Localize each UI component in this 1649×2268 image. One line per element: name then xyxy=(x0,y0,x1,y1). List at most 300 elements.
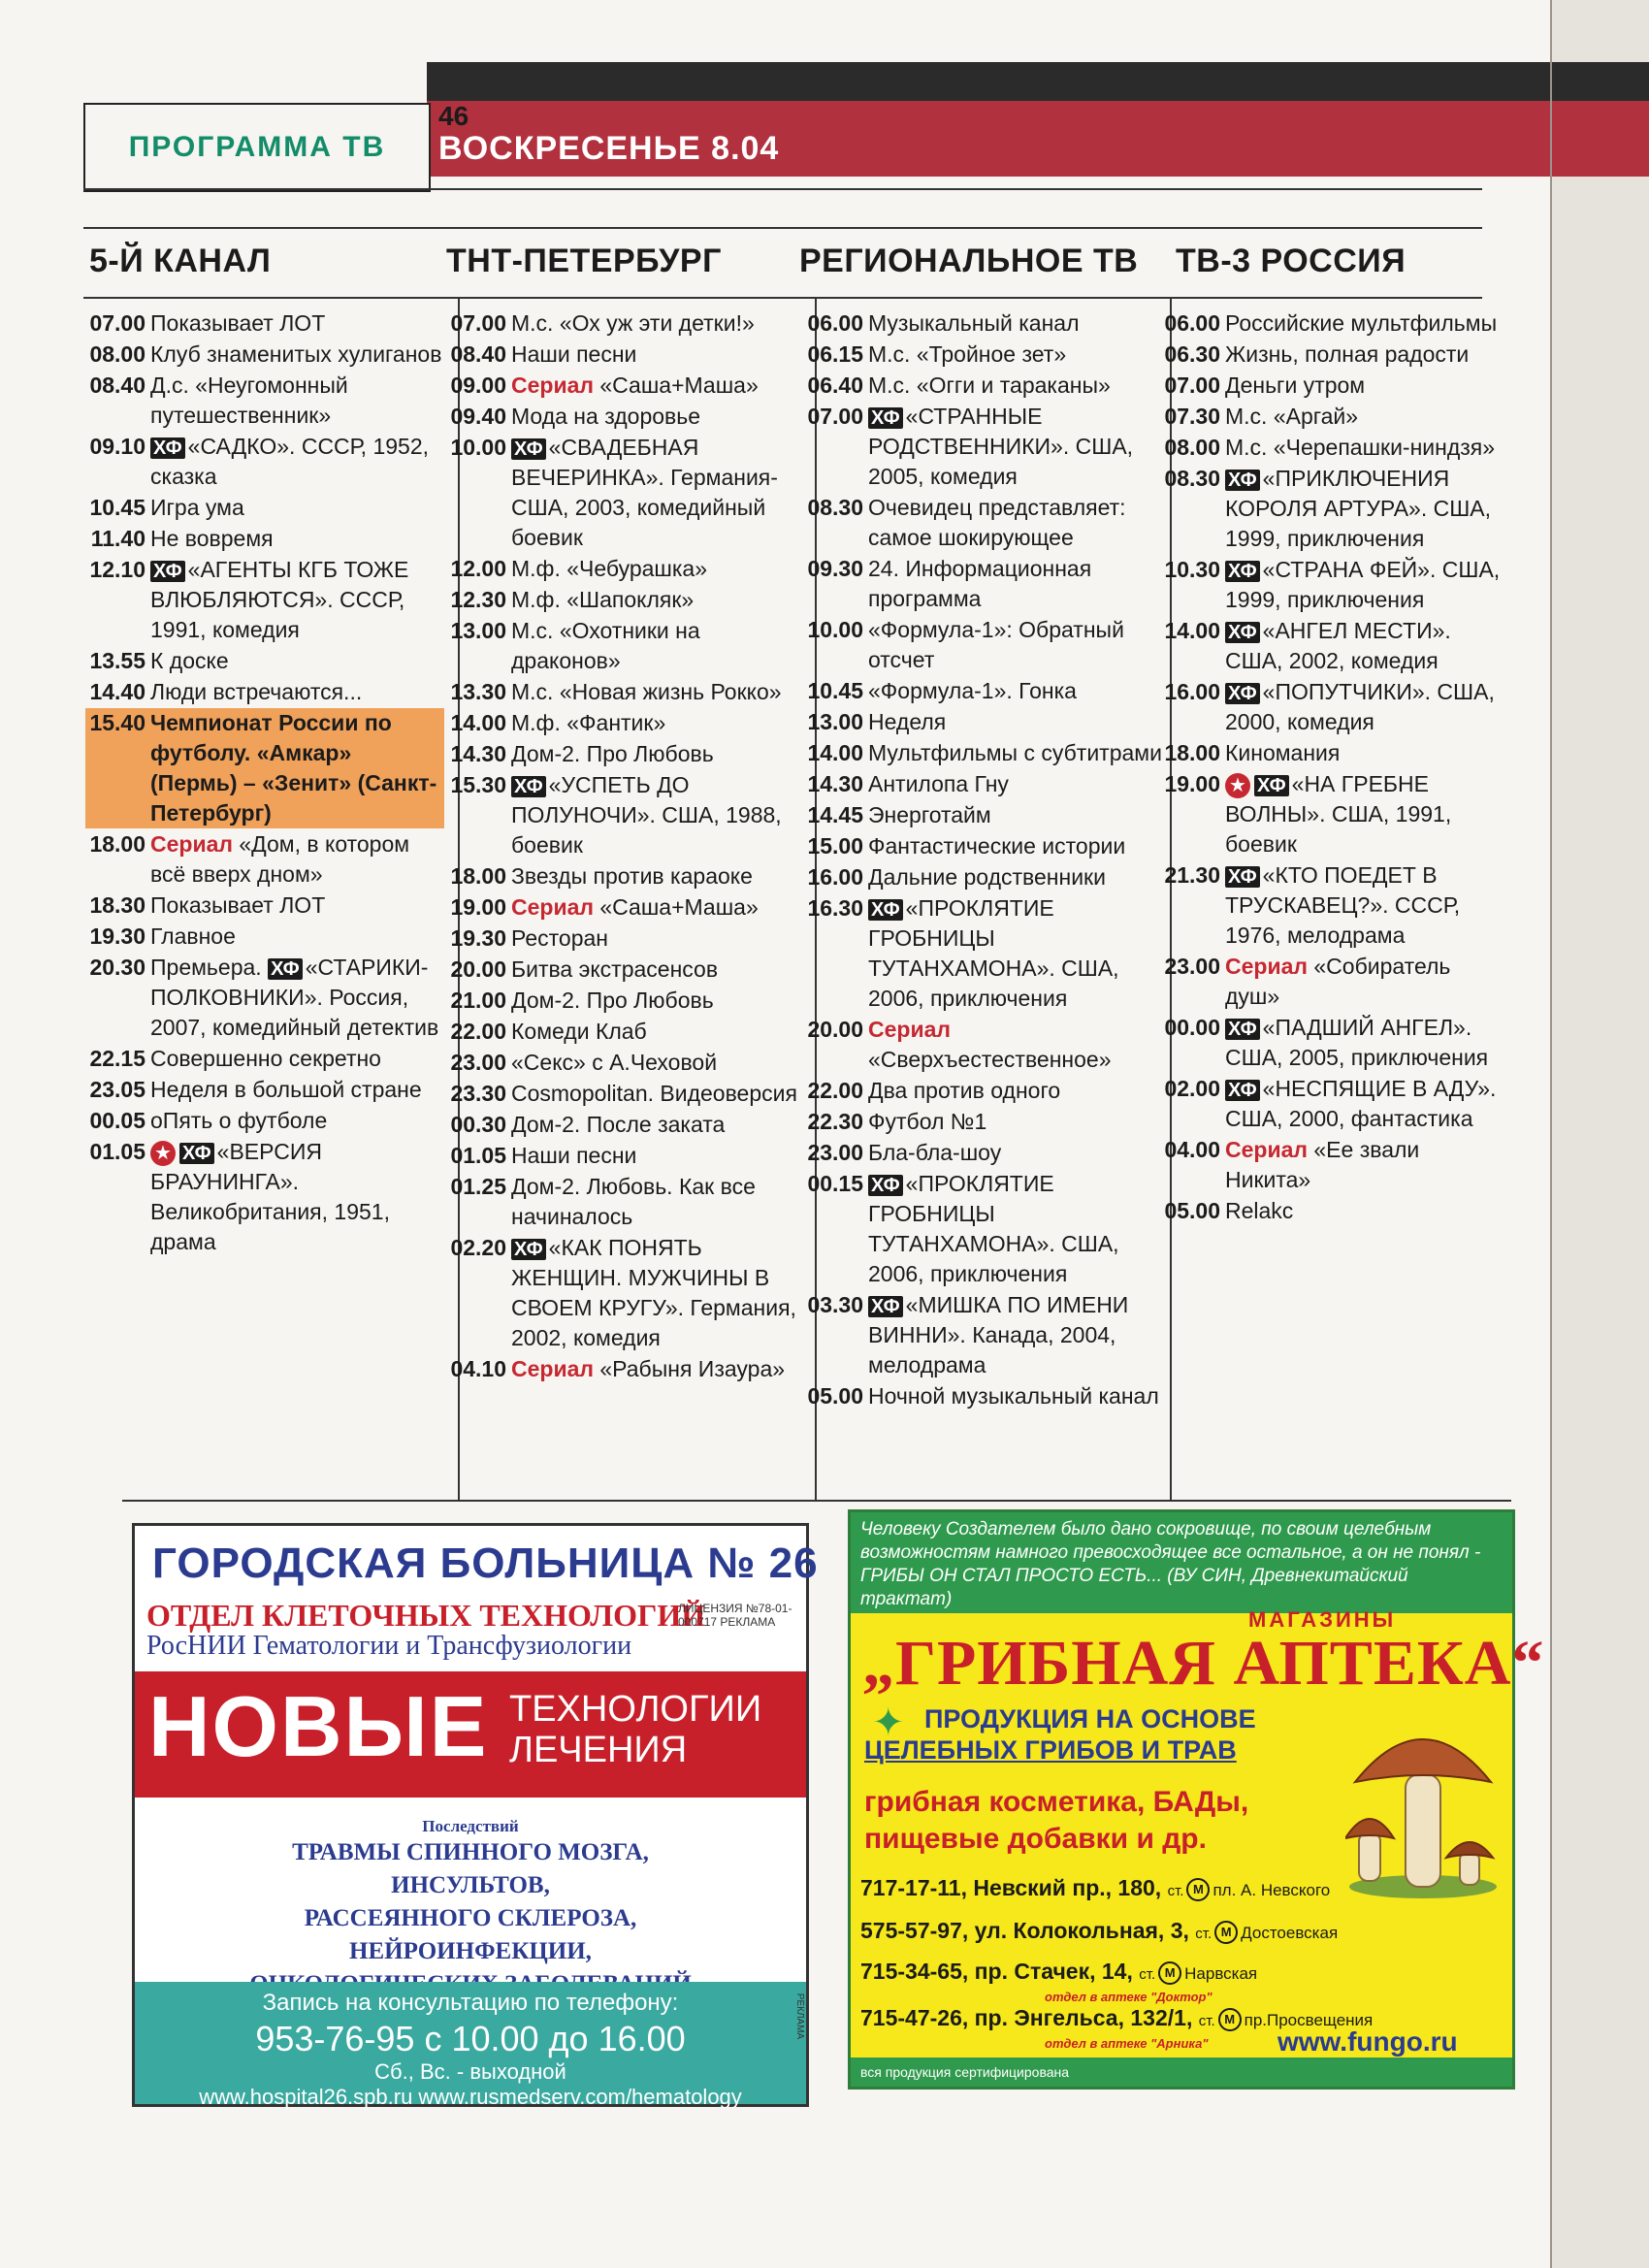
program-title xyxy=(511,1354,807,1384)
program-time: 13.00 xyxy=(807,709,863,734)
program-text: Главное xyxy=(150,923,236,949)
program-time: 23.00 xyxy=(1164,954,1220,979)
program-title xyxy=(868,707,1164,737)
film-badge: ХФ xyxy=(868,899,903,921)
schedule-bottom-rule xyxy=(122,1500,1511,1502)
program-text: «СТРАННЫЕ РОДСТВЕННИКИ». США, 2005, комедия xyxy=(868,404,1134,489)
program-time: 10.00 xyxy=(450,435,506,460)
program-row xyxy=(85,922,444,952)
program-text: К доске xyxy=(150,648,229,673)
program-time: 12.10 xyxy=(89,557,146,582)
program-row xyxy=(442,585,807,615)
program-row xyxy=(1156,402,1505,432)
hospital-condition: НЕЙРОИНФЕКЦИИ, xyxy=(349,1938,592,1964)
header-dark-band xyxy=(427,62,1550,101)
program-time: 06.30 xyxy=(1164,341,1220,367)
program-text: Ночной музыкальный канал xyxy=(868,1383,1159,1409)
program-title xyxy=(150,308,444,339)
program-row xyxy=(442,739,807,769)
program-text: оПять о футболе xyxy=(150,1108,328,1133)
pharmacy-website: www.fungo.ru xyxy=(1277,2026,1458,2057)
program-row xyxy=(85,677,444,707)
program-time: 20.30 xyxy=(89,955,146,980)
program-text: «МИШКА ПО ИМЕНИ ВИННИ». Канада, 2004, мелодрама xyxy=(868,1292,1129,1377)
program-row xyxy=(799,1138,1164,1168)
program-text: Премьера. xyxy=(150,955,262,980)
hospital-conditions xyxy=(135,1817,806,2001)
program-title xyxy=(1225,371,1505,401)
hospital-websites: www.hospital26.spb.ru www.rusmedserv.com/hematology xyxy=(199,2085,742,2109)
program-time: 08.00 xyxy=(89,341,146,367)
program-row xyxy=(442,892,807,923)
pharmacy-name: „ГРИБНАЯ АПТЕКА“ xyxy=(862,1628,1545,1699)
program-time: 00.15 xyxy=(807,1171,863,1196)
program-text: «ПРОКЛЯТИЕ ГРОБНИЦЫ ТУТАНХАМОНА». США, 2006, приключения xyxy=(868,895,1119,1011)
program-row xyxy=(799,707,1164,737)
program-row xyxy=(799,493,1164,553)
program-text: «Саша+Маша» xyxy=(599,894,759,920)
program-text: «НЕСПЯЩИЕ В АДУ». США, 2000, фантастика xyxy=(1225,1076,1497,1131)
program-time: 16.00 xyxy=(1164,679,1220,704)
program-title xyxy=(1225,738,1505,768)
program-text: Cosmopolitan. Видеоверсия xyxy=(511,1081,797,1106)
program-row xyxy=(442,708,807,738)
program-text: Жизнь, полная радости xyxy=(1225,341,1470,367)
program-row xyxy=(1156,433,1505,463)
shop-metro: пл. А. Невского xyxy=(1212,1881,1331,1899)
program-title xyxy=(868,831,1164,861)
pharmacy-note: отдел в аптеке "Доктор" xyxy=(1045,1990,1212,2004)
program-text: Комеди Клаб xyxy=(511,1019,647,1044)
film-badge: ХФ xyxy=(268,958,303,980)
program-text: «Ее звали Никита» xyxy=(1225,1137,1420,1192)
program-row xyxy=(85,953,444,1043)
program-text: «АНГЕЛ МЕСТИ». США, 2002, комедия xyxy=(1225,618,1451,673)
program-text: «Формула-1»: Обратный отсчет xyxy=(868,617,1124,672)
program-title xyxy=(511,616,807,676)
program-row xyxy=(1156,371,1505,401)
program-title xyxy=(868,1076,1164,1106)
program-title xyxy=(511,892,807,923)
program-title xyxy=(511,739,807,769)
program-text: «КТО ПОЕДЕТ В ТРУСКАВЕЦ?». СССР, 1976, мелодрама xyxy=(1225,862,1461,948)
program-time: 19.30 xyxy=(89,923,146,949)
pharmacy-product-line2: ЦЕЛЕБНЫХ ГРИБОВ И ТРАВ xyxy=(864,1735,1237,1765)
program-text: Неделя в большой стране xyxy=(150,1077,422,1102)
program-title xyxy=(511,955,807,985)
program-row xyxy=(442,861,807,891)
edge-dark-band xyxy=(1552,62,1649,101)
shop-metro: Нарвская xyxy=(1184,1964,1258,1983)
program-text: «СТРАНА ФЕЙ». США, 1999, приключения xyxy=(1225,557,1501,612)
film-badge: ХФ xyxy=(1225,1080,1260,1101)
serial-label: Сериал xyxy=(511,894,600,920)
hospital-consult-label: Запись на консультацию по телефону: xyxy=(262,1990,679,2016)
program-text: Чемпионат России по футболу. «Амкар» (Пермь) – «Зенит» (Санкт-Петербург) xyxy=(150,710,437,826)
program-text: «СВАДЕБНАЯ ВЕЧЕРИНКА». Германия-США, 2003, комедийный боевик xyxy=(511,435,778,550)
program-title xyxy=(150,891,444,921)
program-row xyxy=(85,1106,444,1136)
hospital-tech-line1: ТЕХНОЛОГИИ xyxy=(509,1689,762,1730)
program-row xyxy=(1156,1074,1505,1134)
hospital-consequences-label: Последствий xyxy=(422,1817,519,1835)
program-text: Relakc xyxy=(1225,1198,1294,1223)
program-title xyxy=(150,1137,444,1257)
film-badge: ХФ xyxy=(1225,866,1260,888)
program-time: 22.00 xyxy=(807,1078,863,1103)
program-title xyxy=(868,371,1164,401)
program-row xyxy=(1156,464,1505,554)
metro-icon: М xyxy=(1158,1961,1181,1985)
program-title xyxy=(868,1138,1164,1168)
program-time: 05.00 xyxy=(807,1383,863,1409)
program-text: «Рабыня Изаура» xyxy=(599,1356,786,1381)
program-title xyxy=(150,708,444,828)
program-row xyxy=(442,1110,807,1140)
program-row xyxy=(1156,308,1505,339)
film-badge: ХФ xyxy=(511,776,546,797)
program-text: М.с. «Черепашки-ниндзя» xyxy=(1225,435,1496,460)
program-text: Битва экстрасенсов xyxy=(511,956,719,982)
program-time: 14.30 xyxy=(807,771,863,796)
program-text: Мода на здоровье xyxy=(511,404,701,429)
pharmacy-cosmetics-line1: грибная косметика, БАДы, xyxy=(864,1786,1249,1818)
program-title xyxy=(1225,308,1505,339)
program-title xyxy=(511,371,807,401)
program-time: 13.55 xyxy=(89,648,146,673)
program-text: М.с. «Аргай» xyxy=(1225,404,1359,429)
film-badge: ХФ xyxy=(1225,622,1260,643)
program-title xyxy=(150,1075,444,1105)
program-row xyxy=(799,371,1164,401)
channels-bottom-rule xyxy=(83,297,1482,299)
program-time: 19.00 xyxy=(1164,771,1220,796)
program-row xyxy=(799,738,1164,768)
program-time: 07.00 xyxy=(89,310,146,336)
program-time: 22.00 xyxy=(450,1019,506,1044)
program-time: 23.00 xyxy=(450,1050,506,1075)
section-label-box xyxy=(83,103,431,192)
hospital-license: ЛИЦЕНЗИЯ №78-01-000717 РЕКЛАМА xyxy=(678,1602,792,1629)
program-time: 08.40 xyxy=(89,373,146,398)
program-row xyxy=(1156,738,1505,768)
program-title xyxy=(150,524,444,554)
program-time: 12.00 xyxy=(450,556,506,581)
program-row xyxy=(442,677,807,707)
program-text: Очевидец представляет: самое шокирующее xyxy=(868,495,1126,550)
program-row xyxy=(799,1107,1164,1137)
program-row xyxy=(799,769,1164,799)
program-text: «УСПЕТЬ ДО ПОЛУНОЧИ». США, 1988, боевик xyxy=(511,772,782,858)
program-time: 10.45 xyxy=(807,678,863,703)
program-title xyxy=(1225,769,1505,859)
pharmacy-product-line1: ПРОДУКЦИЯ НА ОСНОВЕ xyxy=(924,1704,1256,1733)
program-row xyxy=(442,340,807,370)
program-title xyxy=(868,769,1164,799)
program-text: Совершенно секретно xyxy=(150,1046,381,1071)
program-title xyxy=(868,800,1164,830)
program-text: Неделя xyxy=(868,709,947,734)
program-row xyxy=(85,708,444,828)
program-title xyxy=(150,922,444,952)
program-text: «АГЕНТЫ КГБ ТОЖЕ ВЛЮБЛЯЮТСЯ». СССР, 1991, комедия xyxy=(150,557,409,642)
serial-label: Сериал xyxy=(1225,1137,1314,1162)
section-label: ПРОГРАММА ТВ xyxy=(128,131,386,163)
program-title xyxy=(868,554,1164,614)
program-row xyxy=(442,616,807,676)
program-text: М.ф. «Чебурашка» xyxy=(511,556,708,581)
program-time: 21.00 xyxy=(450,988,506,1013)
serial-label: Сериал xyxy=(511,1356,600,1381)
program-row xyxy=(85,829,444,890)
film-badge: ХФ xyxy=(1225,470,1260,491)
shop-phone: 715-34-65, xyxy=(860,1959,969,1984)
program-time: 01.25 xyxy=(450,1174,506,1199)
program-text: Мультфильмы с субтитрами xyxy=(868,740,1162,765)
program-title xyxy=(511,1141,807,1171)
page-number: 46 xyxy=(438,101,469,131)
program-row xyxy=(799,308,1164,339)
program-title xyxy=(1225,464,1505,554)
program-row xyxy=(442,1233,807,1353)
pharmacy-shop-row xyxy=(860,1959,1257,1985)
program-text: Не вовремя xyxy=(150,526,274,551)
program-title xyxy=(511,308,807,339)
program-title xyxy=(511,861,807,891)
program-text: Звезды против караоке xyxy=(511,863,753,889)
film-badge: ХФ xyxy=(1225,683,1260,704)
shop-metro: Достоевская xyxy=(1241,1924,1339,1942)
program-text: Энерготайм xyxy=(868,802,991,827)
program-row xyxy=(442,433,807,553)
program-title xyxy=(150,340,444,370)
program-title xyxy=(868,340,1164,370)
pharmacy-note: отдел в аптеке "Арника" xyxy=(1045,2036,1209,2051)
program-title xyxy=(511,677,807,707)
program-row xyxy=(442,1079,807,1109)
day-title: ВОСКРЕСЕНЬЕ 8.04 xyxy=(438,130,780,167)
program-title xyxy=(1225,402,1505,432)
program-row xyxy=(799,831,1164,861)
program-title xyxy=(511,923,807,954)
program-title xyxy=(511,986,807,1016)
program-title xyxy=(868,1290,1164,1380)
program-text: «НА ГРЕБНЕ ВОЛНЫ». США, 1991, боевик xyxy=(1225,771,1452,857)
program-row xyxy=(442,308,807,339)
program-row xyxy=(1156,1013,1505,1073)
program-time: 08.40 xyxy=(450,341,506,367)
program-time: 13.30 xyxy=(450,679,506,704)
program-text: «Сверхъестественное» xyxy=(868,1047,1112,1072)
program-text: Показывает ЛОТ xyxy=(150,892,326,918)
film-badge: ХФ xyxy=(1225,561,1260,582)
program-time: 09.30 xyxy=(807,556,863,581)
hospital-phone: 953-76-95 с 10.00 до 16.00 xyxy=(255,2019,686,2058)
program-time: 23.05 xyxy=(89,1077,146,1102)
program-text: «Формула-1». Гонка xyxy=(868,678,1077,703)
program-row xyxy=(85,555,444,645)
program-row xyxy=(85,1044,444,1074)
star-icon: ★ xyxy=(1225,773,1250,798)
pharmacy-advertisement xyxy=(848,1509,1545,2090)
program-title xyxy=(150,829,444,890)
program-row xyxy=(1156,677,1505,737)
program-title xyxy=(868,1107,1164,1137)
program-title xyxy=(868,1381,1164,1411)
program-text: Дальние родственники xyxy=(868,864,1106,890)
film-badge: ХФ xyxy=(150,437,185,459)
program-row xyxy=(799,1015,1164,1075)
program-row xyxy=(1156,769,1505,859)
program-title xyxy=(868,402,1164,492)
program-text: Ресторан xyxy=(511,925,608,951)
program-title xyxy=(511,1048,807,1078)
program-time: 07.00 xyxy=(450,310,506,336)
program-title xyxy=(868,893,1164,1014)
program-text: М.ф. «Фантик» xyxy=(511,710,666,735)
program-title xyxy=(1225,952,1505,1012)
program-time: 10.45 xyxy=(89,495,146,520)
program-text: Киномания xyxy=(1225,740,1341,765)
program-title xyxy=(868,615,1164,675)
hospital-advertisement xyxy=(132,1523,819,2109)
program-row xyxy=(799,340,1164,370)
film-badge: ХФ xyxy=(868,1175,903,1196)
program-title xyxy=(511,1172,807,1232)
program-title xyxy=(511,585,807,615)
program-row xyxy=(442,371,807,401)
shop-address: пр. Стачек, 14, xyxy=(974,1959,1133,1984)
metro-prefix: ст. xyxy=(1167,1883,1184,1899)
plus-icon: ✦ xyxy=(872,1701,905,1744)
shop-address: Невский пр., 180, xyxy=(973,1875,1162,1900)
program-title xyxy=(150,953,444,1043)
program-text: Люди встречаются... xyxy=(150,679,363,704)
program-text: Фантастические истории xyxy=(868,833,1126,859)
program-time: 05.00 xyxy=(1164,1198,1220,1223)
program-title xyxy=(150,646,444,676)
hospital-condition: РАССЕЯННОГО СКЛЕРОЗА, xyxy=(304,1905,637,1931)
channel-header: ТВ-3 РОССИЯ xyxy=(1176,243,1406,279)
program-text: Игра ума xyxy=(150,495,244,520)
next-page-edge xyxy=(1550,0,1649,2268)
header-rule xyxy=(83,188,1482,190)
program-time: 08.30 xyxy=(1164,466,1220,491)
program-time: 13.00 xyxy=(450,618,506,643)
program-row xyxy=(85,493,444,523)
serial-label: Сериал xyxy=(868,1017,951,1042)
shop-phone: 717-17-11, xyxy=(860,1875,967,1900)
program-row xyxy=(1156,952,1505,1012)
serial-label: Сериал xyxy=(150,831,240,857)
metro-prefix: ст. xyxy=(1198,2013,1215,2029)
program-row xyxy=(442,1017,807,1047)
star-icon: ★ xyxy=(150,1141,176,1166)
hospital-title: ГОРОДСКАЯ БОЛЬНИЦА № 26 xyxy=(152,1539,819,1587)
program-time: 09.10 xyxy=(89,434,146,459)
program-time: 21.30 xyxy=(1164,862,1220,888)
program-text: Музыкальный канал xyxy=(868,310,1080,336)
program-text: М.с. «Охотники на драконов» xyxy=(511,618,700,673)
hospital-institute: РосНИИ Гематологии и Трансфузиологии xyxy=(146,1631,632,1661)
metro-icon: М xyxy=(1218,2008,1242,2031)
program-title xyxy=(1225,1074,1505,1134)
pharmacy-cosmetics-line2: пищевые добавки и др. xyxy=(864,1823,1207,1855)
pharmacy-shops-label: МАГАЗИНЫ xyxy=(1248,1607,1397,1632)
program-text: М.ф. «Шапокляк» xyxy=(511,587,695,612)
program-text: Показывает ЛОТ xyxy=(150,310,326,336)
program-text: «Саша+Маша» xyxy=(599,373,759,398)
program-time: 16.00 xyxy=(807,864,863,890)
program-row xyxy=(799,402,1164,492)
program-title xyxy=(511,554,807,584)
shop-address: пр. Энгельса, 132/1, xyxy=(974,2005,1193,2030)
program-time: 18.00 xyxy=(450,863,506,889)
film-badge: ХФ xyxy=(1254,775,1289,796)
pharmacy-quote: Человеку Создателем было дано сокровище, по своим целебным возможностям намного превосходящее все остальное, а он не понял - ГРИБЫ ОН СТАЛ ПРОСТО ЕСТЬ... (ВУ СИН, Древнекитайский трактат) xyxy=(851,1512,1512,1613)
program-row xyxy=(799,1076,1164,1106)
program-row xyxy=(442,554,807,584)
program-title xyxy=(511,770,807,860)
program-title xyxy=(150,677,444,707)
program-row xyxy=(85,1075,444,1105)
program-title xyxy=(511,402,807,432)
edge-red-band xyxy=(1552,101,1649,177)
program-row xyxy=(442,402,807,432)
program-time: 10.30 xyxy=(1164,557,1220,582)
program-title xyxy=(150,493,444,523)
channel-column-tnt xyxy=(442,308,807,1385)
hospital-condition: ТРАВМЫ СПИННОГО МОЗГА, xyxy=(292,1839,649,1865)
program-time: 00.30 xyxy=(450,1112,506,1137)
serial-label: Сериал xyxy=(1225,954,1314,979)
program-text: Наши песни xyxy=(511,341,637,367)
program-time: 04.00 xyxy=(1164,1137,1220,1162)
film-badge: ХФ xyxy=(1225,1019,1260,1040)
program-title xyxy=(1225,1196,1505,1226)
program-row xyxy=(442,986,807,1016)
program-text: М.с. «Огги и тараканы» xyxy=(868,373,1111,398)
program-time: 03.30 xyxy=(807,1292,863,1317)
program-title xyxy=(511,433,807,553)
program-text: Дом-2. Про Любовь xyxy=(511,988,714,1013)
program-time: 14.30 xyxy=(450,741,506,766)
program-title xyxy=(1225,616,1505,676)
program-row xyxy=(1156,1135,1505,1195)
program-row xyxy=(1156,555,1505,615)
program-row xyxy=(442,1354,807,1384)
program-text: Клуб знаменитых хулиганов xyxy=(150,341,442,367)
program-title xyxy=(868,1015,1164,1075)
program-row xyxy=(1156,1196,1505,1226)
program-row xyxy=(799,893,1164,1014)
metro-prefix: ст. xyxy=(1195,1926,1212,1942)
program-text: «Собиратель душ» xyxy=(1225,954,1451,1009)
metro-icon: М xyxy=(1214,1921,1238,1944)
program-text: Дом-2. Про Любовь xyxy=(511,741,714,766)
program-time: 12.30 xyxy=(450,587,506,612)
program-text: «Дом, в котором всё вверх дном» xyxy=(150,831,410,887)
program-text: «ПРОКЛЯТИЕ ГРОБНИЦЫ ТУТАНХАМОНА». США, 2006, приключения xyxy=(868,1171,1119,1286)
program-row xyxy=(799,1169,1164,1289)
metro-prefix: ст. xyxy=(1139,1966,1156,1983)
program-row xyxy=(1156,340,1505,370)
shop-metro: пр.Просвещения xyxy=(1244,2011,1374,2029)
program-time: 18.00 xyxy=(1164,740,1220,765)
program-text: Футбол №1 xyxy=(868,1109,987,1134)
program-title xyxy=(511,1017,807,1047)
program-text: Деньги утром xyxy=(1225,373,1366,398)
